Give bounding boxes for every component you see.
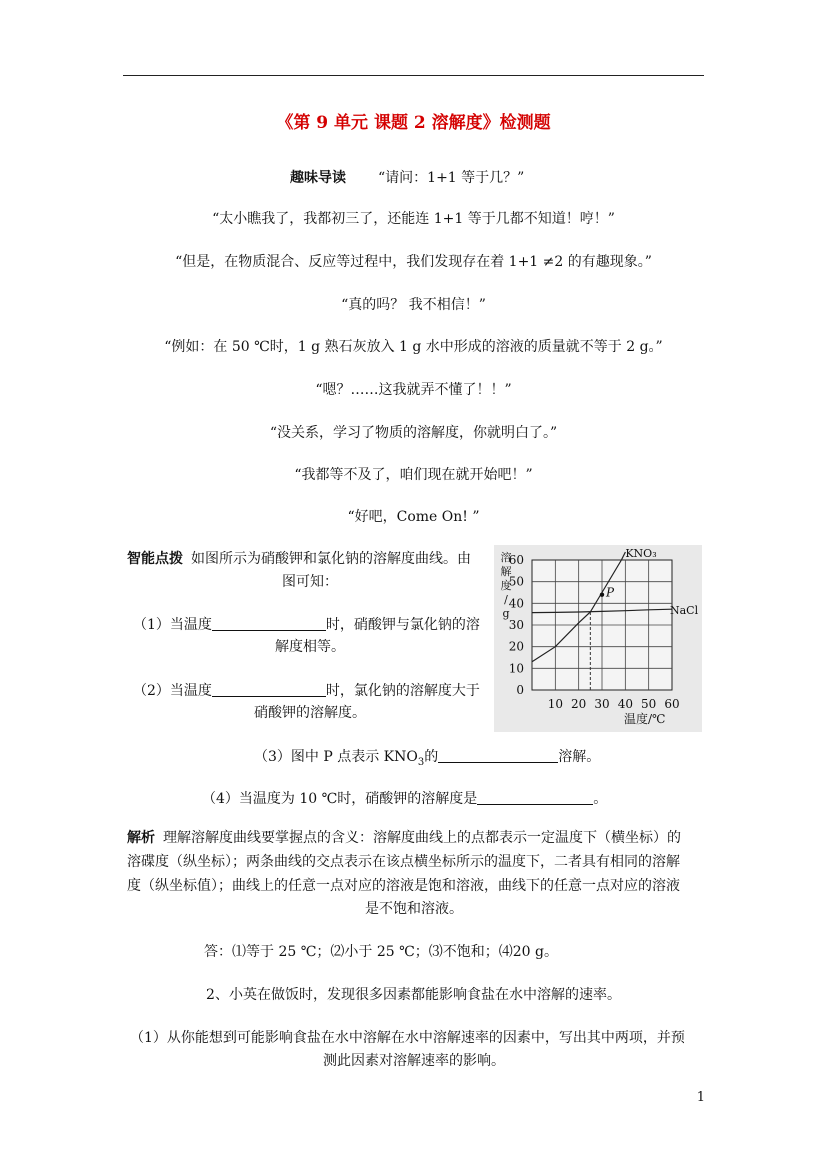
series-label-nacl: NaCl — [670, 604, 699, 618]
x-tick-labels — [548, 697, 680, 711]
x-tick-label: 50 — [641, 697, 657, 711]
intro-label: 趣味导读 — [290, 170, 346, 186]
answer-blank-4[interactable] — [477, 790, 593, 805]
question-4: （4）当温度为 10 ℃时，硝酸钾的溶解度是 。 — [202, 791, 608, 807]
analysis-line-2: 溶碟度（纵坐标）；两条曲线的交点表示在该点横坐标所示的温度下，二者具有相同的溶解 — [127, 854, 680, 870]
tip-line-1: 智能点拨 如图所示为硝酸钾和氯化钠的溶解度曲线。由 — [127, 551, 471, 567]
x-tick-label: 30 — [594, 697, 610, 711]
point-p-label: P — [606, 585, 615, 600]
y-tick-label: 0 — [516, 683, 524, 697]
solubility-curve-chart — [494, 545, 702, 732]
intro-line-1: 趣味导读 “请问：1+1 等于几？” — [290, 170, 525, 186]
intro-line-5: “例如：在 50 ℃时，1 g 熟石灰放入 1 g 水中形成的溶液的质量就不等于 2 g。” — [164, 339, 663, 355]
tip-label: 智能点拨 — [127, 551, 183, 567]
y-axis-label-char: g — [502, 607, 510, 620]
top-rule — [123, 75, 704, 76]
tip-line-2: 图可知： — [282, 574, 338, 590]
intro-line-4: “真的吗？ 我不相信！” — [341, 297, 486, 313]
answer-blank-1[interactable] — [212, 616, 326, 631]
intro-line-6: “嗯？……这我就弄不懂了！！” — [315, 382, 512, 398]
y-tick-label: 10 — [508, 661, 524, 676]
intro-line-2: “太小瞧我了，我都初三了，还能连 1+1 等于几都不知道！哼！” — [212, 211, 615, 227]
question-2-cont: 硝酸钾的溶解度。 — [254, 705, 366, 721]
question2-intro: 2、小英在做饭时，发现很多因素都能影响食盐在水中溶解的速率。 — [206, 987, 621, 1003]
analysis-line-4: 是不饱和溶液。 — [365, 901, 463, 917]
chart-grid — [532, 560, 672, 690]
intro-line-3: “但是，在物质混合、反应等过程中，我们发现存在着 1+1 ≠2 的有趣现象。” — [175, 254, 652, 270]
series-label-kno3: KNO₃ — [625, 547, 657, 560]
page-number: 1 — [696, 1090, 705, 1105]
y-axis-label-char: 度 — [500, 579, 512, 592]
y-tick-label: 60 — [508, 553, 524, 567]
x-tick-label: 20 — [571, 697, 587, 711]
x-axis-label: 温度/℃ — [624, 712, 666, 726]
y-tick-label: 40 — [508, 596, 524, 611]
question2-part1: （1）从你能想到可能影响食盐在水中溶解在水中溶解速率的因素中，写出其中两项，并预 — [130, 1030, 685, 1046]
x-tick-label: 40 — [617, 697, 633, 711]
y-tick-label: 20 — [508, 639, 524, 654]
answer-text: 答：⑴等于 25 ℃；⑵小于 25 ℃；⑶不饱和；⑷20 g。 — [204, 944, 558, 960]
y-axis-label-char: 解 — [500, 565, 512, 578]
question2-part1-cont: 测此因素对溶解速率的影响。 — [323, 1053, 505, 1069]
page-title: 《第 9 单元 课题 2 溶解度》检测题 — [276, 113, 551, 133]
analysis-line-1: 解析 理解溶解度曲线要掌握点的含义：溶解度曲线上的点都表示一定温度下（横坐标）的 — [127, 830, 681, 846]
question-1-cont: 解度相等。 — [275, 639, 345, 655]
intro-line-8: “我都等不及了，咱们现在就开始吧！” — [294, 467, 533, 483]
answer-blank-3[interactable] — [438, 748, 558, 763]
y-tick-label: 50 — [508, 574, 524, 589]
y-axis-label-char: / — [504, 593, 508, 606]
intro-line-9: “好吧，Come On! ” — [347, 509, 480, 525]
y-tick-label: 30 — [508, 618, 524, 632]
question-1: （1）当温度 时，硝酸钾与氯化钠的溶 — [133, 617, 480, 633]
y-axis-label-char: 溶 — [500, 551, 512, 564]
analysis-label: 解析 — [127, 830, 155, 846]
x-tick-label: 10 — [547, 697, 563, 711]
analysis-line-3: 度（纵坐标值）；曲线上的任意一点对应的溶液是饱和溶液，曲线下的任意一点对应的溶液 — [127, 878, 680, 894]
intro-line-7: “没关系，学习了物质的溶解度，你就明白了。” — [269, 425, 558, 441]
point-p-marker — [600, 592, 604, 596]
question-3: （3）图中 P 点表示 $KNO_3$的 溶解。 — [254, 749, 601, 768]
answer-blank-2[interactable] — [212, 682, 326, 697]
x-tick-label: 60 — [664, 697, 680, 711]
question-2: （2）当温度 时，氯化钠的溶解度大于 — [133, 683, 480, 699]
